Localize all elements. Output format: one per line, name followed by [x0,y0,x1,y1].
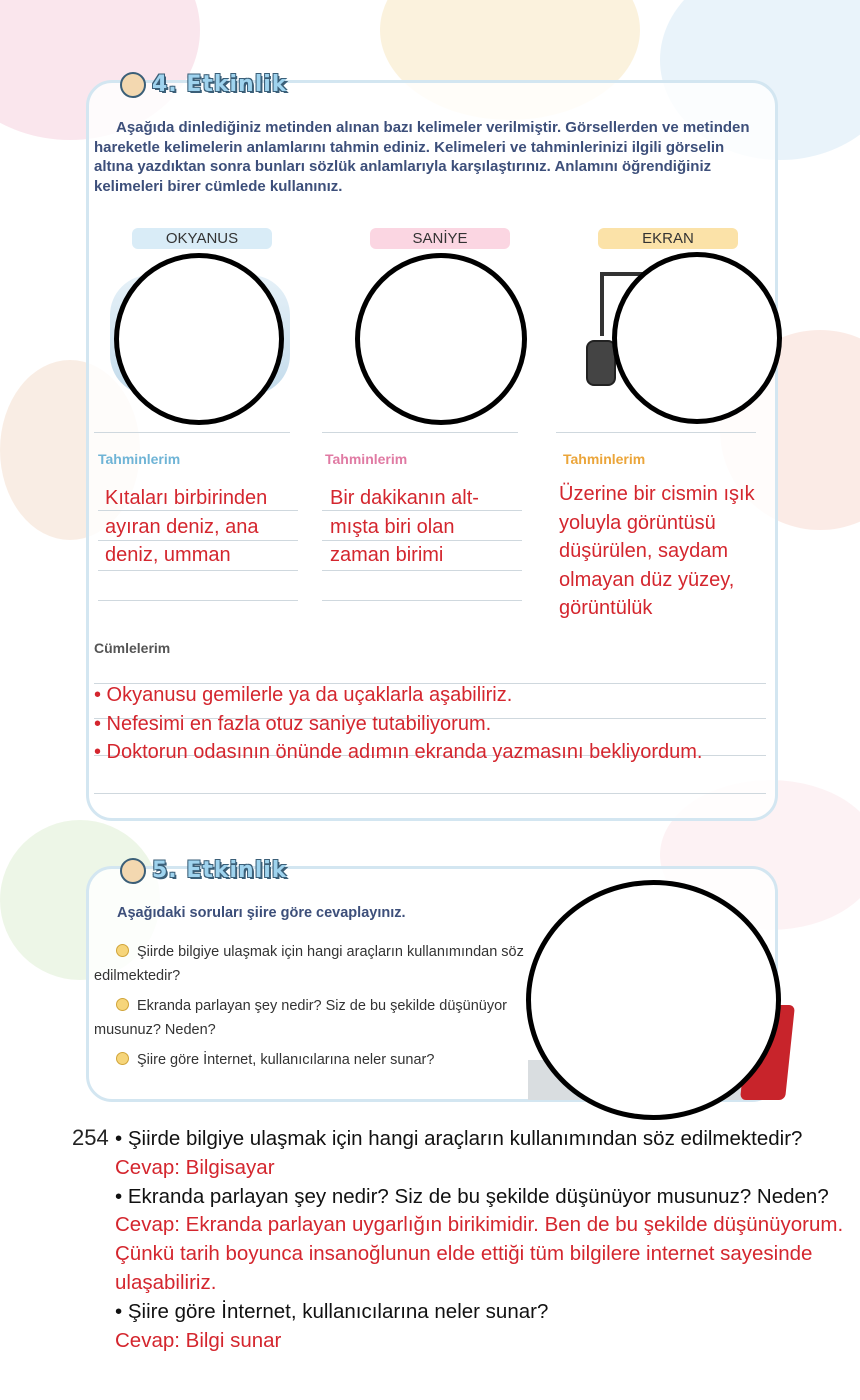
answer-line [98,570,298,571]
activity-4-badge: 4. Etkinlik [120,72,287,98]
activity-5-badge: 5. Etkinlik [120,858,287,884]
activity-5-instruction: Aşağıdaki soruları şiire göre cevaplayınız. [117,905,406,921]
bullet-icon [116,998,129,1011]
mascot-icon [120,72,146,98]
answer-question: • Ekranda parlayan şey nedir? Siz de bu şekilde düşünüyor musunuz? Neden? [115,1184,829,1208]
image-mask-circle [114,253,284,425]
answer-line [322,600,522,601]
word-label-okyanus: OKYANUS [132,228,272,249]
divider [556,432,756,433]
divider [94,432,290,433]
answer-line [98,600,298,601]
sentence-item: • Nefesimi en fazla otuz saniye tutabiliyorum. [94,712,492,735]
page-number: 254 [72,1125,109,1150]
guess-title: Tahminlerim [325,451,408,467]
bullet-icon [116,1052,129,1065]
sentences-title: Cümlelerim [94,640,171,656]
bullet-icon [116,944,129,957]
answer-block [115,1125,860,1355]
activity-4-instruction: Aşağıda dinlediğiniz metinden alınan bazı kelimeler verilmiştir. Görsellerden ve metinden hareketle kelimelerin anlamlarını tahmin ediniz. Kelimeleri ve tahminlerinizi ilgili görselin altına yazdıktan sonra bunları sözlük anlamlarıyla karşılaştırınız. Anlamını öğrendiğiniz kelimeleri birer cümlede kullanınız. [94,119,750,195]
image-mask-circle [526,880,781,1120]
word-label-ekran: EKRAN [598,228,738,249]
answer-text: Cevap: Bilgisayar [115,1155,275,1179]
answer-question: • Şiirde bilgiye ulaşmak için hangi araçların kullanımından söz edilmektedir? [115,1127,803,1150]
sentence-item: • Okyanusu gemilerle ya da uçaklarla aşabiliriz. [94,684,513,706]
answer-ekran: Üzerine bir cismin ışık yoluyla görüntüsü düşürülen, saydam olmayan düz yüzey, görüntülük [559,483,755,619]
activity-5-questions [94,940,526,1078]
divider [322,432,518,433]
sentences-list [94,681,784,767]
sentence-item: • Doktorun odasının önünde adımın ekranda yazmasını bekliyordum. [94,741,703,763]
sentence-line [94,793,766,794]
answer-text: Cevap: Bilgi sunar [115,1328,282,1352]
word-label-saniye: SANİYE [370,228,510,249]
answer-line [322,570,522,571]
mascot-icon [120,858,146,884]
answer-text: Cevap: Ekranda parlayan uygarlığın birikimidir. Ben de bu şekilde düşünüyorum. Çünkü tarih boyunca insanoğlunun elde ettiği tüm bilgilere internet sayesinde ulaşabiliriz. [115,1213,844,1294]
answer-saniye: Bir dakikanın alt- mışta biri olan zaman birimi [330,487,479,566]
image-mask-circle [355,253,527,425]
guess-title: Tahminlerim [563,451,646,467]
question-item: Şiirde bilgiye ulaşmak için hangi araçların kullanımından söz edilmektedir? [94,944,524,984]
guess-title: Tahminlerim [98,451,181,467]
answer-question: • Şiire göre İnternet, kullanıcılarına neler sunar? [115,1299,549,1323]
image-mask-circle [612,252,782,424]
answer-okyanus: Kıtaları birbirinden ayıran deniz, ana deniz, umman [105,487,268,566]
question-item: Şiire göre İnternet, kullanıcılarına neler sunar? [94,1048,526,1072]
question-item: Ekranda parlayan şey nedir? Siz de bu şekilde düşünüyor musunuz? Neden? [94,998,507,1038]
